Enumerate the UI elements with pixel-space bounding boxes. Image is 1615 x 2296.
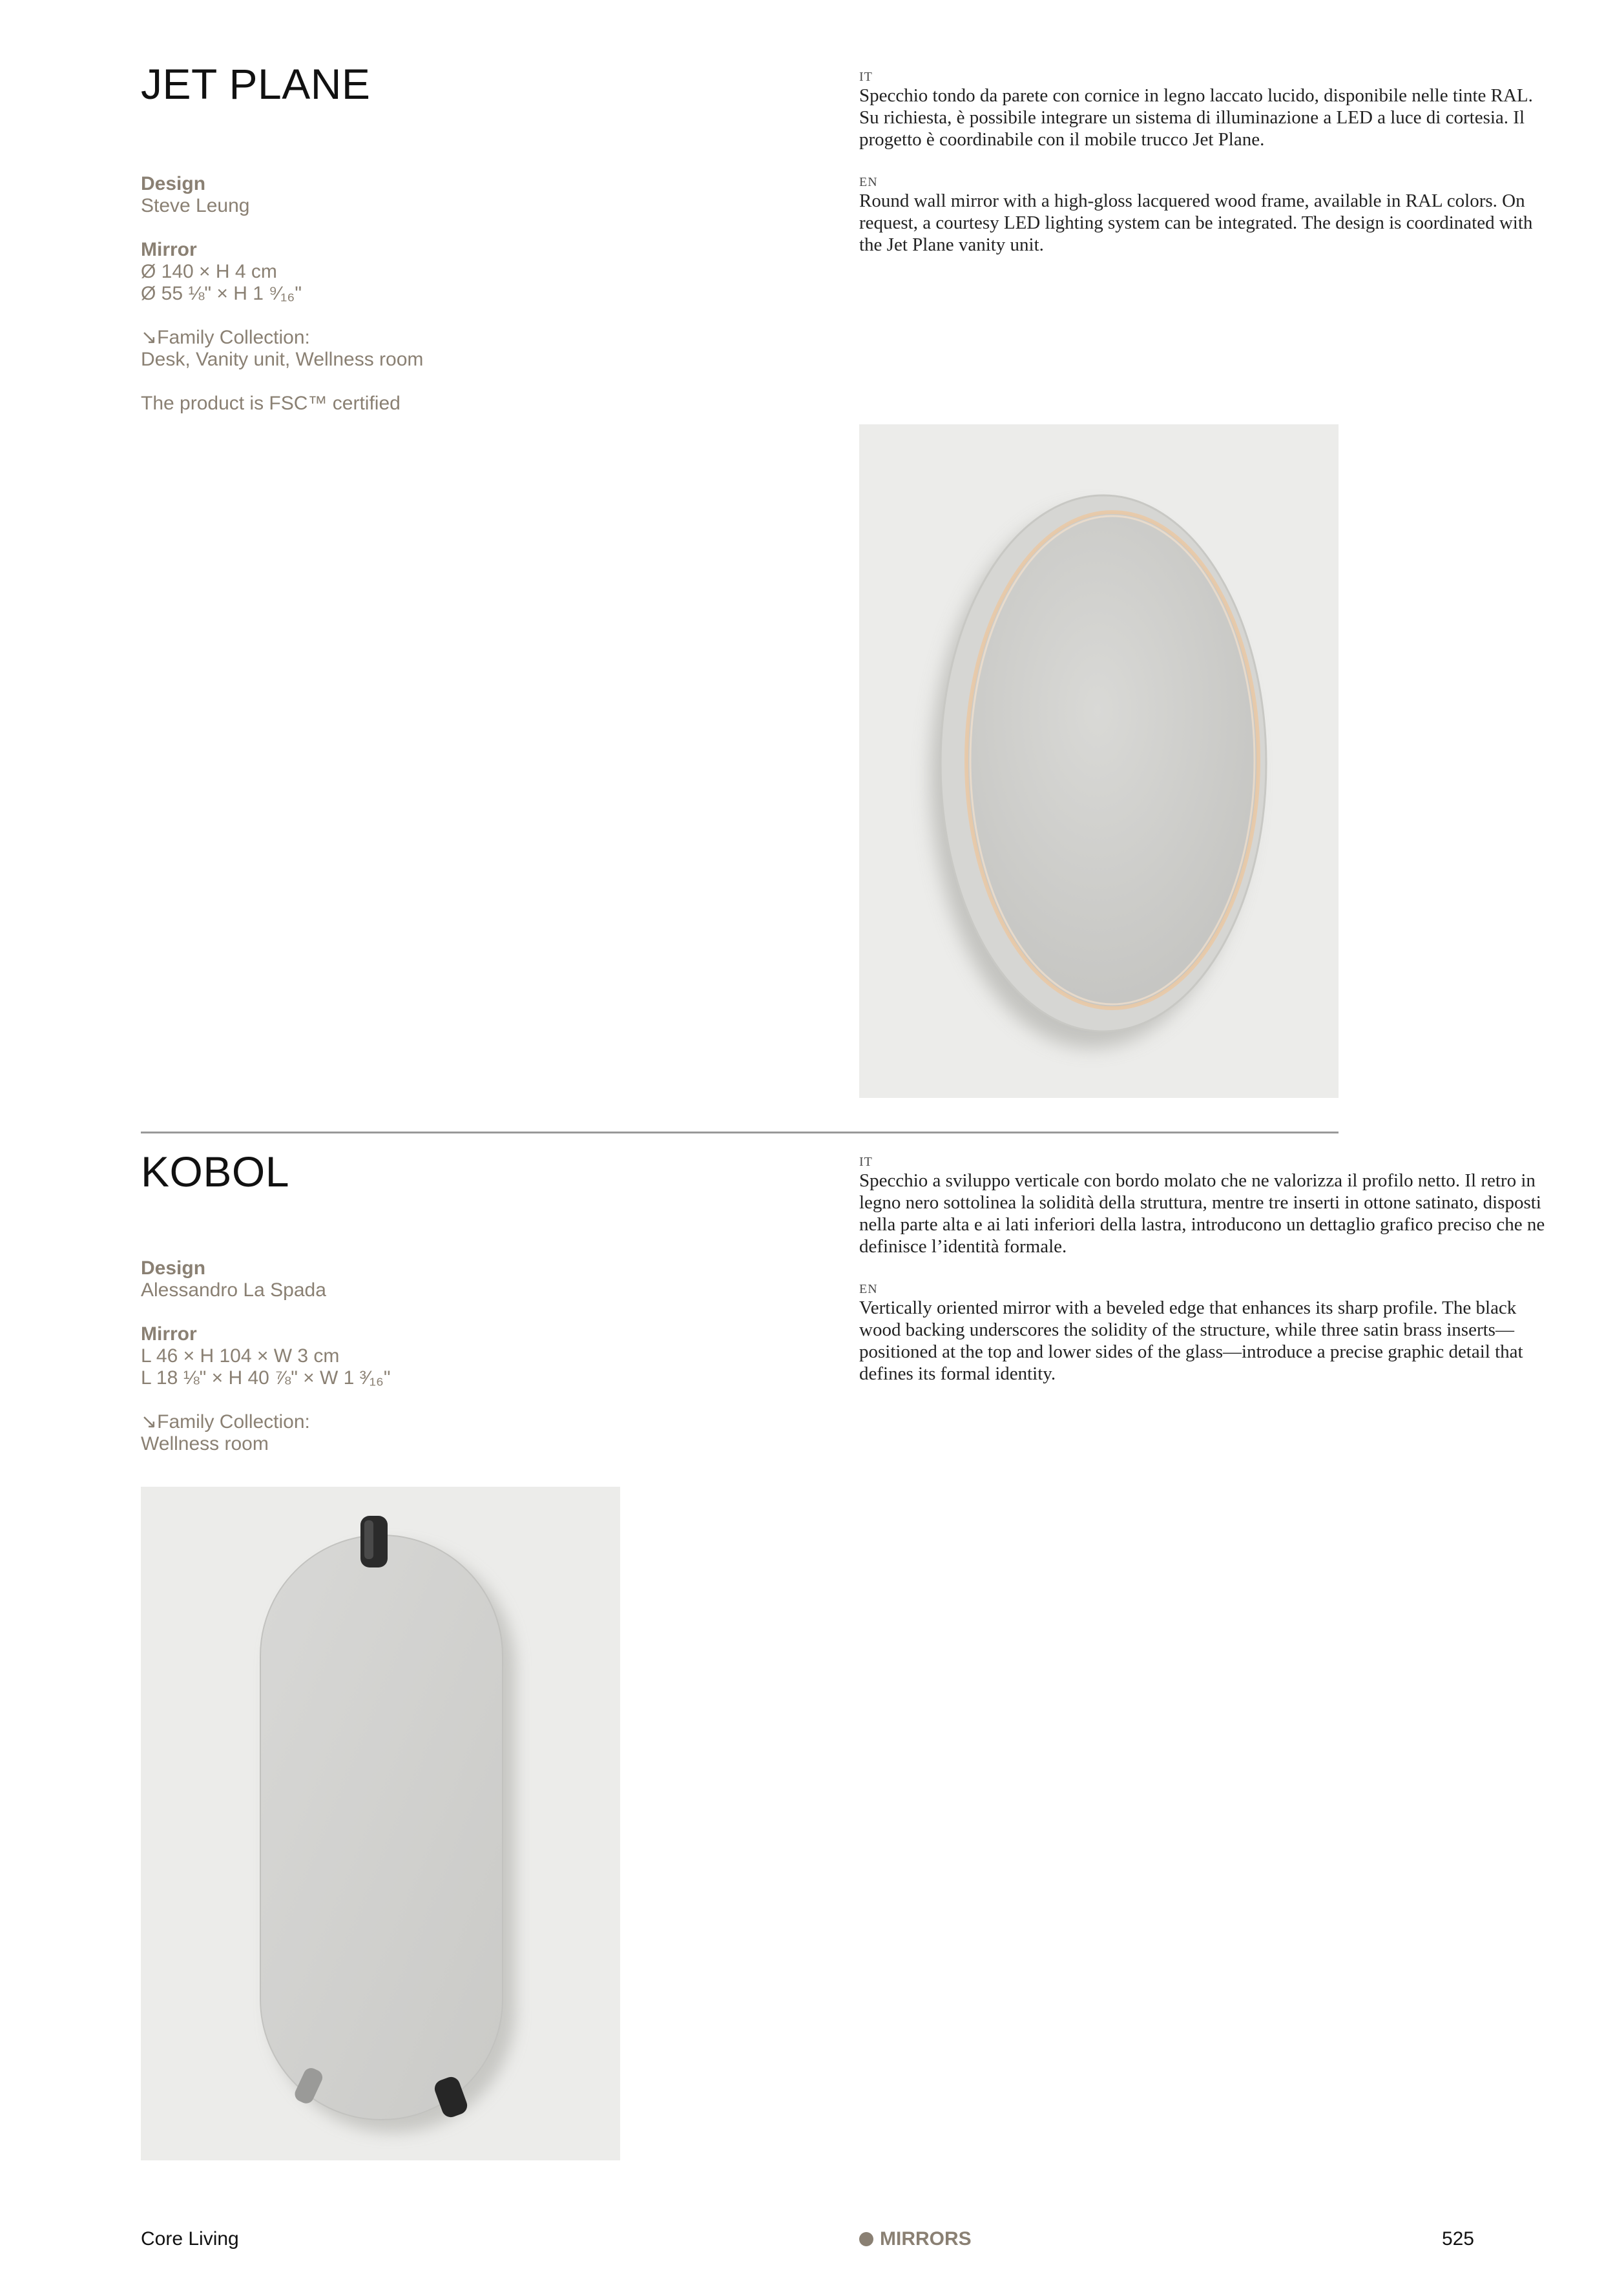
product-title: KOBOL xyxy=(141,1148,289,1195)
mirror-label: Mirror xyxy=(141,1323,197,1345)
lang-label-it: IT xyxy=(859,1155,873,1169)
oval-mirror-illustration xyxy=(141,1487,620,2160)
family-collection-link[interactable]: ↘Family Collection: xyxy=(141,1411,310,1432)
lang-label-en: EN xyxy=(859,1282,878,1296)
spec-block xyxy=(141,173,722,437)
mirror-label: Mirror xyxy=(141,239,197,260)
product-photo-round-mirror xyxy=(859,424,1339,1098)
design-label: Design xyxy=(141,173,206,194)
footer-section xyxy=(859,2228,972,2250)
design-label: Design xyxy=(141,1257,206,1279)
description-it: Specchio a sviluppo verticale con bordo molato che ne valorizza il profilo netto. Il retro in legno nero sottolinea la solidità della struttura, mentre tre inserti in ottone satinato, disposti nella parte alta e ai lati inferiori della lastra, introducono un dettaglio grafico preciso che ne definisce l’identità formale. xyxy=(859,1170,1545,1257)
family-collection-link[interactable]: ↘Family Collection: xyxy=(141,327,310,348)
page-number: 525 xyxy=(1441,2228,1474,2249)
lang-label-en: EN xyxy=(859,175,878,189)
dimensions-in: L 18 ⅛" × H 40 ⅞" × W 1 ³⁄₁₆" xyxy=(141,1367,391,1389)
designer-name: Alessandro La Spada xyxy=(141,1279,326,1301)
family-collection-items: Desk, Vanity unit, Wellness room xyxy=(141,349,424,370)
spec-block xyxy=(141,1257,722,1477)
section-dot-icon xyxy=(859,2232,873,2246)
dimensions-cm: L 46 × H 104 × W 3 cm xyxy=(141,1345,340,1367)
designer-name: Steve Leung xyxy=(141,195,250,216)
certification-note: The product is FSC™ certified xyxy=(141,393,401,414)
family-collection-items: Wellness room xyxy=(141,1433,269,1454)
dimensions-in: Ø 55 ⅛" × H 1 ⁹⁄₁₆" xyxy=(141,283,302,304)
section-divider xyxy=(141,1132,1339,1133)
footer-brand: Core Living xyxy=(141,2228,239,2249)
round-mirror-illustration xyxy=(859,424,1339,1098)
lang-label-it: IT xyxy=(859,70,873,84)
product-photo-oval-mirror xyxy=(141,1487,620,2160)
footer-section-label: MIRRORS xyxy=(880,2228,972,2249)
description-block xyxy=(859,70,1550,256)
description-block xyxy=(859,1155,1550,1385)
description-it: Specchio tondo da parete con cornice in legno laccato lucido, disponibile nelle tinte RAL. Su richiesta, è possibile integrare un sistema di illuminazione a LED a luce di cortesia. Il progetto è coordinabile con il mobile trucco Jet Plane. xyxy=(859,85,1533,150)
dimensions-cm: Ø 140 × H 4 cm xyxy=(141,261,277,282)
product-title: JET PLANE xyxy=(141,60,371,108)
description-en: Round wall mirror with a high-gloss lacquered wood frame, available in RAL colors. On request, a courtesy LED lighting system can be integrated. The design is coordinated with the Jet Plane vanity unit. xyxy=(859,191,1533,255)
description-en: Vertically oriented mirror with a beveled edge that enhances its sharp profile. The black wood backing underscores the solidity of the structure, while three satin brass inserts—positioned at the top and lower sides of the glass—introduce a precise graphic detail that defines its formal identity. xyxy=(859,1298,1523,1384)
